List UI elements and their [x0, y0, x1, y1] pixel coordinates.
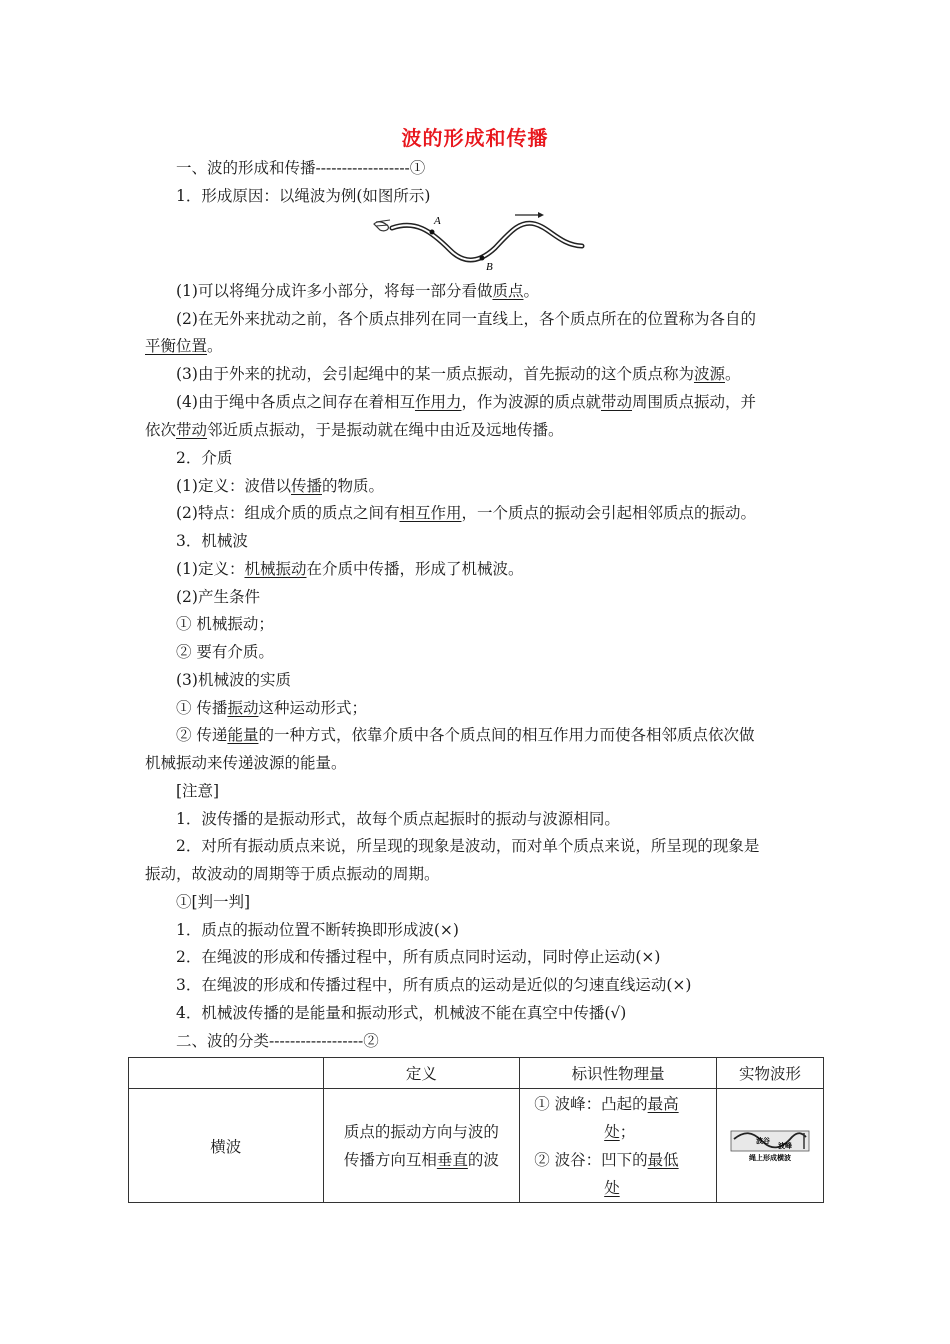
note-2: 2．对所有振动质点来说，所呈现的现象是波动，而对单个质点来说，所呈现的现象是: [176, 837, 760, 855]
label-a: A: [434, 215, 441, 227]
section2-heading: 二、波的分类------------------②: [176, 1032, 379, 1050]
item1-p2: (2)在无外来扰动之前，各个质点排列在同一直线上，各个质点所在的位置称为各自的: [176, 310, 756, 328]
note-label: [注意]: [176, 782, 220, 800]
table-header-row: [129, 1058, 824, 1089]
header-quantities: 标识性物理量: [520, 1058, 717, 1089]
judge-item-3: 3．在绳波的形成和传播过程中，所有质点的运动是近似的匀速直线运动(×): [176, 976, 692, 994]
item3-definition: (1)定义：机械振动在介质中传播，形成了机械波。: [176, 560, 524, 578]
item3-essence-1: ① 传播振动这种运动形式；: [176, 699, 367, 717]
section2-marker: ------------------②: [269, 1032, 379, 1050]
item2-feature: (2)特点：组成介质的质点之间有相互作用，一个质点的振动会引起相邻质点的振动。: [176, 504, 756, 522]
item3-essence: (3)机械波的实质: [176, 671, 291, 689]
item2-label: 2．介质: [176, 449, 233, 467]
section1-heading: 一、波的形成和传播------------------①: [176, 159, 426, 177]
point-a: [430, 230, 435, 235]
item1-label: 1．形成原因：以绳波为例(如图所示): [176, 187, 431, 205]
item3-condition-2: ② 要有介质。: [176, 643, 274, 661]
header-definition: 定义: [323, 1058, 520, 1089]
item3-label: 3．机械波: [176, 532, 248, 550]
transverse-wave-name: 横波: [129, 1089, 324, 1203]
thumb-crest-label: 波峰: [778, 1141, 792, 1150]
thumb-caption: 绳上形成横波: [749, 1153, 791, 1162]
rope-transverse-wave-thumbnail: [730, 1129, 810, 1163]
item1-p4: (4)由于绳中各质点之间存在着相互作用力，作为波源的质点就带动周围质点振动，并: [176, 393, 757, 411]
transverse-wave-features: ① 波峰：凸起的最高 处； ② 波谷：凹下的最低 处: [520, 1089, 717, 1203]
transverse-wave-definition: 质点的振动方向与波的 传播方向互相垂直的波: [323, 1089, 520, 1203]
table-row: [129, 1089, 824, 1203]
transverse-wave-image: [717, 1089, 824, 1203]
section1-marker: ------------------①: [315, 159, 426, 177]
item3-condition-1: ① 机械振动；: [176, 615, 274, 633]
point-b: [480, 256, 485, 261]
header-waveform: 实物波形: [717, 1058, 824, 1089]
judge-item-1: 1．质点的振动位置不断转换即形成波(×): [176, 921, 459, 939]
item1-p2-cont: 平衡位置。: [145, 337, 223, 355]
wave-classification-table: [128, 1057, 824, 1203]
thumb-trough-label: 波谷: [756, 1136, 770, 1145]
item1-p3: (3)由于外来的扰动，会引起绳中的某一质点振动，首先振动的这个质点称为波源。: [176, 365, 741, 383]
judge-label: ①[判一判]: [176, 893, 251, 911]
rope-wave-figure: [370, 210, 585, 270]
item2-definition: (1)定义：波借以传播的物质。: [176, 477, 384, 495]
note-1: 1．波传播的是振动形式，故每个质点起振时的振动与波源相同。: [176, 810, 620, 828]
page-title: 波的形成和传播: [401, 126, 549, 150]
judge-item-4: 4．机械波传播的是能量和振动形式，机械波不能在真空中传播(√): [176, 1004, 627, 1022]
label-b: B: [486, 261, 493, 270]
item3-essence-2: ② 传递能量的一种方式，依靠介质中各个质点间的相互作用力而使各相邻质点依次做: [176, 726, 755, 744]
item3-essence-2-cont: 机械振动来传递波源的能量。: [145, 754, 347, 772]
item1-p1: (1)可以将绳分成许多小部分，将每一部分看做质点。: [176, 282, 539, 300]
judge-item-2: 2．在绳波的形成和传播过程中，所有质点同时运动，同时停止运动(×): [176, 948, 661, 966]
arrow-head-icon: [538, 212, 544, 218]
note-2-cont: 振动，故波动的周期等于质点振动的周期。: [145, 865, 440, 883]
header-empty: [129, 1058, 324, 1089]
item1-p4-cont: 依次带动邻近质点振动，于是振动就在绳中由近及远地传播。: [145, 421, 564, 439]
rope-highlight: [392, 223, 582, 260]
item3-conditions: (2)产生条件: [176, 588, 260, 606]
